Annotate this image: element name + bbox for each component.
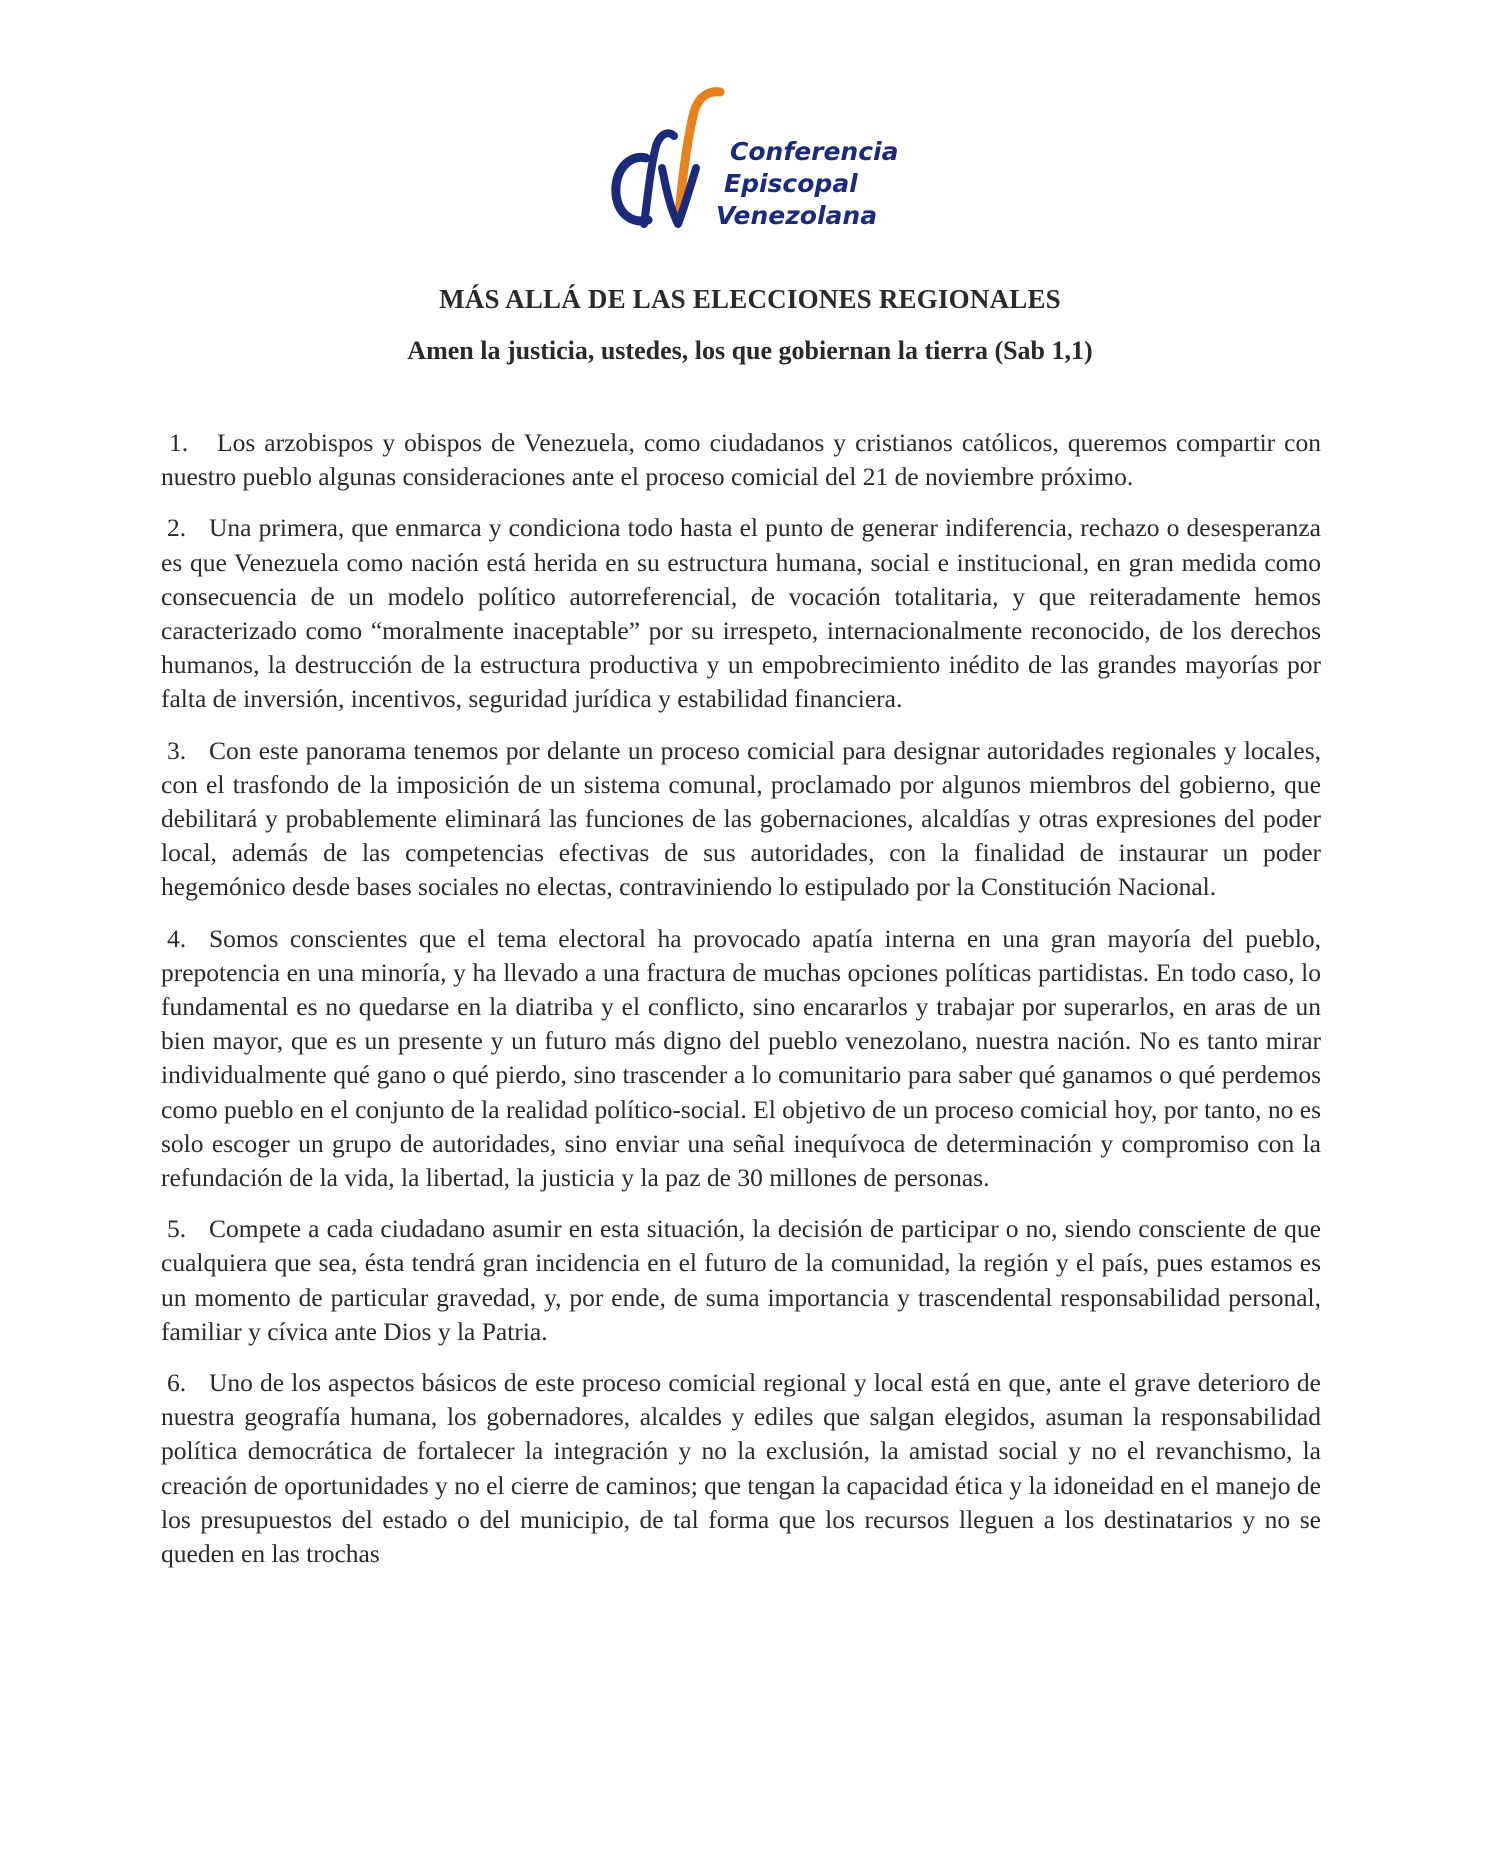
paragraph-text: Compete a cada ciudadano asumir en esta situación, la decisión de participar o no, siendo consciente de que cualquiera que sea, ésta tendrá gran incidencia en el futuro de la comunidad, la región y el país, pues estamos es un momento de particular gravedad, y, por ende, de suma importancia y trascendental responsabilidad personal, familiar y cívica ante Dios y la Patria. xyxy=(161,1214,1321,1346)
logo-text xyxy=(716,136,899,232)
paragraph-4 xyxy=(161,922,1321,1196)
paragraph-number: 1. xyxy=(169,428,189,457)
paragraph-text: Somos conscientes que el tema electoral ha provocado apatía interna en una gran mayoría del pueblo, prepotencia en una minoría, y ha llevado a una fractura de muchas opciones políticas partidistas. En todo caso, lo fundamental es no quedarse en la diatriba y el conflicto, sino encararlos y trabajar por superarlos, en aras de un bien mayor, que es un presente y un futuro más digno del pueblo venezolano, nuestra nación. No es tanto mirar individualmente qué gano o qué pierdo, sino trascender a lo comunitario para saber qué ganamos o qué perdemos como pueblo en el conjunto de la realidad político-social. El objetivo de un proceso comicial hoy, por tanto, no es solo escoger un grupo de autoridades, sino enviar una señal inequívoca de determinación y compromiso con la refundación de la vida, la libertad, la justicia y la paz de 30 millones de personas. xyxy=(161,923,1321,1193)
paragraph-text: Uno de los aspectos básicos de este proceso comicial regional y local está en que, ante el grave deterioro de nuestra geografía humana, los gobernadores, alcaldes y ediles que salgan elegidos, asuman la responsabilidad política democrática de fortalecer la integración y no la exclusión, la amistad social y no el revanchismo, la creación de oportunidades y no el cierre de caminos; que tengan la capacidad ética y la idoneidad en el manejo de los presupuestos del estado o del municipio, de tal forma que los recursos lleguen a los destinatarios y no se queden en las trochas xyxy=(161,1368,1321,1569)
paragraph-text: Los arzobispos y obispos de Venezuela, como ciudadanos y cristianos católicos, queremos compartir con nuestro pueblo algunas consideraciones ante el proceso comicial del 21 de noviembre próximo. xyxy=(161,428,1321,492)
paragraph-1 xyxy=(161,426,1321,494)
cev-monogram-icon xyxy=(604,84,734,244)
paragraph-number: 5. xyxy=(167,1214,187,1244)
cev-logo xyxy=(604,84,904,244)
paragraph-6 xyxy=(161,1366,1321,1571)
logo-line-2: Episcopal xyxy=(724,169,858,198)
paragraph-number: 3. xyxy=(167,735,187,765)
paragraph-number: 4. xyxy=(167,923,187,953)
document-title: MÁS ALLÁ DE LAS ELECCIONES REGIONALES xyxy=(439,284,1061,314)
document-body xyxy=(161,426,1321,1588)
paragraph-text: Con este panorama tenemos por delante un proceso comicial para designar autoridades regionales y locales, con el trasfondo de la imposición de un sistema comunal, proclamado por algunos miembros del gobierno, que debilitará y probablemente eliminará las funciones de las gobernaciones, alcaldías y otras expresiones del poder local, además de las competencias efectivas de sus autoridades, con la finalidad de instaurar un poder hegemónico desde bases sociales no electas, contraviniendo lo estipulado por la Constitución Nacional. xyxy=(161,735,1321,902)
paragraph-text: Una primera, que enmarca y condiciona todo hasta el punto de generar indiferencia, rechazo o desesperanza es que Venezuela como nación está herida en su estructura humana, social e institucional, en gran medida como consecuencia de un modelo político autorreferencial, de vocación totalitaria, y que reiteradamente hemos caracterizado como “moralmente inaceptable” por su irrespeto, internacionalmente reconocido, de los derechos humanos, la destrucción de la estructura productiva y un empobrecimiento inédito de las grandes mayorías por falta de inversión, incentivos, seguridad jurídica y estabilidad financiera. xyxy=(161,513,1321,714)
paragraph-5 xyxy=(161,1212,1321,1349)
paragraph-number: 6. xyxy=(167,1368,187,1398)
document-subtitle: Amen la justicia, ustedes, los que gobiernan la tierra (Sab 1,1) xyxy=(407,336,1093,365)
paragraph-2 xyxy=(161,511,1321,716)
logo-line-1: Conferencia xyxy=(730,137,899,166)
logo-line-3: Venezolana xyxy=(716,201,878,230)
paragraph-number: 2. xyxy=(167,513,187,543)
paragraph-3 xyxy=(161,734,1321,905)
